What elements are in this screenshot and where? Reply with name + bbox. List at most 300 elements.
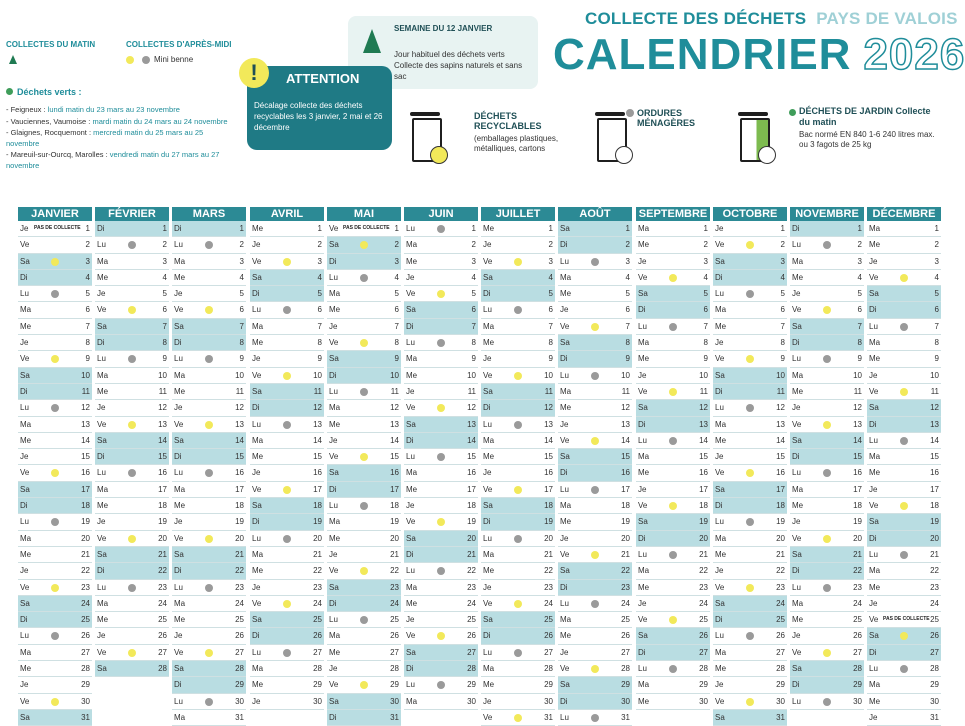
weekday-label: Ma [20, 305, 32, 315]
day-row [481, 514, 555, 530]
day-row [481, 580, 555, 596]
day-number: 23 [776, 582, 785, 592]
ordures-dot [669, 437, 677, 445]
day-row [558, 498, 632, 514]
day-number: 7 [239, 321, 244, 331]
weekday-label: Di [329, 712, 337, 722]
day-row [636, 596, 710, 612]
weekday-label: Me [406, 370, 418, 380]
weekday-label: Ma [483, 435, 495, 445]
day-row [636, 270, 710, 286]
day-row [327, 694, 401, 710]
weekday-label: Sa [97, 435, 107, 445]
legend-matin-label: COLLECTES DU MATIN [6, 40, 96, 49]
day-number: 2 [85, 240, 90, 250]
weekday-label: Di [483, 289, 491, 299]
day-row [18, 384, 92, 400]
day-row [558, 514, 632, 530]
weekday-label: Me [20, 664, 32, 674]
day-row [404, 449, 478, 465]
ordures-dot [360, 274, 368, 282]
day-number: 13 [467, 419, 476, 429]
day-row [636, 465, 710, 481]
day-number: 25 [544, 615, 553, 625]
day-row [18, 563, 92, 579]
day-row [481, 302, 555, 318]
recyclables-dot [746, 241, 754, 249]
weekday-label: Di [560, 582, 568, 592]
day-row [867, 612, 941, 628]
weekday-label: Ma [560, 615, 572, 625]
day-number: 7 [625, 321, 630, 331]
weekday-label: Di [20, 615, 28, 625]
weekday-label: Ma [329, 403, 341, 413]
day-row [327, 433, 401, 449]
day-row [481, 449, 555, 465]
weekday-label: Je [406, 615, 415, 625]
day-row [95, 628, 169, 644]
weekday-label: Ve [20, 696, 30, 706]
weekday-label: Sa [252, 501, 262, 511]
day-row [327, 677, 401, 693]
weekday-label: Me [869, 240, 881, 250]
weekday-label: Ma [97, 256, 109, 266]
day-row [250, 384, 324, 400]
weekday-label: Ve [329, 224, 339, 233]
weekday-label: Ma [792, 370, 804, 380]
day-row [713, 221, 787, 237]
recyclables-dot [823, 535, 831, 543]
month-header: NOVEMBRE [790, 207, 864, 221]
day-row [327, 465, 401, 481]
day-row [18, 302, 92, 318]
day-row [95, 319, 169, 335]
day-row [95, 302, 169, 318]
weekday-label: Ma [174, 712, 186, 722]
day-row [558, 694, 632, 710]
day-number: 22 [621, 566, 630, 576]
weekday-label: Ve [20, 354, 30, 364]
day-row [636, 514, 710, 530]
weekday-label: Ve [252, 370, 262, 380]
ordures-dot [205, 698, 213, 706]
day-number: 24 [313, 598, 322, 608]
recyclables-dot [51, 258, 59, 266]
ordures-dot [900, 437, 908, 445]
day-number: 27 [930, 647, 939, 657]
day-row [250, 351, 324, 367]
day-number: 21 [81, 549, 90, 559]
weekday-label: Sa [560, 224, 570, 233]
weekday-label: Di [406, 321, 414, 331]
day-row [867, 270, 941, 286]
day-row [713, 677, 787, 693]
recyclables-dot [514, 258, 522, 266]
weekday-label: Ve [97, 533, 107, 543]
weekday-label: Ve [97, 305, 107, 315]
recyclables-dot [900, 274, 908, 282]
day-row [327, 710, 401, 726]
day-number: 3 [317, 256, 322, 266]
month-header: JUILLET [481, 207, 555, 221]
day-row [172, 433, 246, 449]
day-row [18, 449, 92, 465]
weekday-label: Me [638, 468, 650, 478]
day-number: 23 [544, 582, 553, 592]
green-dot-icon [6, 88, 13, 95]
weekday-label: Me [792, 615, 804, 625]
day-row [790, 335, 864, 351]
ordures-dot [205, 355, 213, 363]
day-number: 21 [699, 549, 708, 559]
weekday-label: Ma [715, 533, 727, 543]
weekday-label: Ve [869, 386, 879, 396]
weekday-label: Ve [483, 256, 493, 266]
weekday-label: Lu [20, 517, 29, 527]
day-number: 9 [934, 354, 939, 364]
day-row [18, 270, 92, 286]
recyclables-dot [51, 698, 59, 706]
day-number: 1 [471, 224, 476, 233]
day-row [404, 514, 478, 530]
month-header: MAI [327, 207, 401, 221]
day-number: 19 [853, 517, 862, 527]
weekday-label: Je [20, 452, 29, 462]
weekday-label: Di [638, 533, 646, 543]
day-row [636, 498, 710, 514]
ordures-dot [360, 616, 368, 624]
day-number: 20 [544, 533, 553, 543]
day-number: 1 [85, 224, 90, 233]
day-row [250, 254, 324, 270]
day-number: 5 [85, 289, 90, 299]
month-header: OCTOBRE [713, 207, 787, 221]
day-row [867, 417, 941, 433]
region-name: PAYS DE VALOIS [816, 9, 958, 28]
day-number: 8 [162, 338, 167, 348]
ordures-dot [514, 535, 522, 543]
day-number: 15 [621, 452, 630, 462]
day-row [713, 335, 787, 351]
day-number: 18 [930, 501, 939, 511]
recyclables-dot [128, 421, 136, 429]
day-number: 8 [703, 338, 708, 348]
day-number: 16 [81, 468, 90, 478]
weekday-label: Lu [20, 631, 29, 641]
list-item: - Glaignes, Rocquemont : mercredi matin du 25 mars au 25 novembre [6, 128, 204, 148]
day-row [636, 694, 710, 710]
day-number: 21 [930, 549, 939, 559]
day-row [713, 368, 787, 384]
weekday-label: Ma [406, 696, 418, 706]
day-number: 6 [85, 305, 90, 315]
day-number: 29 [235, 680, 244, 690]
day-number: 27 [390, 647, 399, 657]
day-row [18, 335, 92, 351]
day-number: 23 [930, 582, 939, 592]
recyclables-dot [746, 698, 754, 706]
day-number: 21 [776, 549, 785, 559]
day-row [867, 254, 941, 270]
recyclables-dot [591, 665, 599, 673]
yellow-lid-icon [430, 146, 448, 164]
day-number: 29 [467, 680, 476, 690]
weekday-label: Lu [483, 305, 492, 315]
day-number: 28 [467, 664, 476, 674]
ordures-dot [437, 339, 445, 347]
weekday-label: Me [20, 321, 32, 331]
day-number: 20 [467, 533, 476, 543]
day-number: 11 [853, 386, 862, 396]
weekday-label: Di [715, 272, 723, 282]
day-row [250, 677, 324, 693]
day-row [172, 286, 246, 302]
day-row [790, 384, 864, 400]
day-row [867, 351, 941, 367]
weekday-label: Sa [329, 240, 339, 250]
day-row [867, 531, 941, 547]
recyclables-dot [360, 681, 368, 689]
day-number: 28 [313, 664, 322, 674]
day-number: 5 [239, 289, 244, 299]
day-number: 30 [930, 696, 939, 706]
day-number: 4 [317, 272, 322, 282]
weekday-label: Lu [560, 370, 569, 380]
day-number: 9 [780, 354, 785, 364]
day-row [250, 368, 324, 384]
weekday-label: Ma [715, 419, 727, 429]
weekday-label: Sa [869, 517, 879, 527]
day-row [172, 302, 246, 318]
day-number: 17 [235, 484, 244, 494]
weekday-label: Sa [20, 256, 30, 266]
weekday-label: Ma [792, 256, 804, 266]
weekday-label: Di [406, 435, 414, 445]
weekday-label: Di [97, 224, 105, 233]
day-row [867, 645, 941, 661]
day-number: 8 [625, 338, 630, 348]
day-row [558, 302, 632, 318]
list-item: - Feigneux : lundi matin du 23 mars au 23 novembre [6, 105, 180, 114]
month-column [558, 207, 632, 726]
day-number: 27 [699, 647, 708, 657]
day-number: 27 [776, 647, 785, 657]
weekday-label: Lu [869, 664, 878, 674]
day-number: 27 [235, 647, 244, 657]
day-row [481, 563, 555, 579]
weekday-label: Ve [560, 321, 570, 331]
weekday-label: Ma [483, 664, 495, 674]
day-number: 23 [313, 582, 322, 592]
weekday-label: Sa [792, 664, 802, 674]
weekday-label: Me [483, 680, 495, 690]
day-row [481, 335, 555, 351]
day-row [404, 417, 478, 433]
day-number: 19 [235, 517, 244, 527]
month-header: AVRIL [250, 207, 324, 221]
weekday-label: Sa [869, 631, 879, 641]
day-number: 15 [699, 452, 708, 462]
weekday-label: Lu [97, 468, 106, 478]
day-row [713, 645, 787, 661]
day-number: 28 [621, 664, 630, 674]
day-number: 30 [621, 696, 630, 706]
day-number: 5 [162, 289, 167, 299]
weekday-label: Ve [329, 566, 339, 576]
day-row [790, 596, 864, 612]
day-number: 13 [235, 419, 244, 429]
day-row [713, 319, 787, 335]
recyclables-dot [823, 421, 831, 429]
day-row [713, 628, 787, 644]
day-number: 22 [776, 566, 785, 576]
weekday-label: Lu [792, 696, 801, 706]
ordures-dot [205, 469, 213, 477]
no-collection-note: PAS DE COLLECTE [883, 616, 930, 623]
day-number: 26 [621, 631, 630, 641]
attention-text: Décalage collecte des déchets recyclables les 3 janvier, 2 mai et 26 décembre [254, 101, 383, 132]
weekday-label: Je [252, 354, 261, 364]
day-row [250, 221, 324, 237]
day-number: 1 [625, 224, 630, 233]
weekday-label: Sa [715, 484, 725, 494]
day-row [636, 531, 710, 547]
day-row [481, 270, 555, 286]
day-number: 11 [621, 386, 630, 396]
day-row [172, 465, 246, 481]
day-row [790, 563, 864, 579]
day-number: 15 [776, 452, 785, 462]
recyclables-dot [205, 306, 213, 314]
weekday-label: Di [715, 386, 723, 396]
month-header: AOÛT [558, 207, 632, 221]
day-number: 17 [776, 484, 785, 494]
weekday-label: Me [97, 615, 109, 625]
day-row [636, 612, 710, 628]
weekday-label: Je [560, 419, 569, 429]
day-number: 14 [621, 435, 630, 445]
day-number: 29 [853, 680, 862, 690]
day-number: 21 [158, 549, 167, 559]
weekday-label: Ma [97, 484, 109, 494]
weekday-label: Ma [20, 533, 32, 543]
day-row [867, 335, 941, 351]
day-number: 8 [394, 338, 399, 348]
weekday-label: Je [483, 354, 492, 364]
day-row [558, 465, 632, 481]
weekday-label: Ve [252, 598, 262, 608]
day-number: 4 [239, 272, 244, 282]
day-number: 7 [317, 321, 322, 331]
day-row [481, 661, 555, 677]
no-collection-note: PAS DE COLLECTE [343, 225, 390, 231]
weekday-label: Je [329, 549, 338, 559]
day-row [481, 286, 555, 302]
weekday-label: Di [869, 419, 877, 429]
day-number: 29 [930, 680, 939, 690]
day-row [404, 270, 478, 286]
day-number: 16 [158, 468, 167, 478]
day-number: 22 [544, 566, 553, 576]
weekday-label: Me [792, 501, 804, 511]
weekday-label: Lu [483, 647, 492, 657]
day-number: 9 [548, 354, 553, 364]
weekday-label: Me [329, 533, 341, 543]
day-row [95, 482, 169, 498]
day-number: 19 [390, 517, 399, 527]
weekday-label: Di [252, 289, 260, 299]
day-row [404, 433, 478, 449]
weekday-label: Me [483, 566, 495, 576]
day-number: 7 [934, 321, 939, 331]
day-number: 26 [467, 631, 476, 641]
day-number: 31 [544, 712, 553, 722]
legend-apres-midi-label: COLLECTES D'APRÈS-MIDI [126, 40, 232, 49]
day-row [790, 498, 864, 514]
title-line: COLLECTE DES DÉCHETS PAYS DE VALOIS [585, 9, 958, 28]
day-row [18, 612, 92, 628]
month-column [867, 207, 941, 726]
day-number: 14 [699, 435, 708, 445]
day-number: 8 [317, 338, 322, 348]
day-number: 13 [853, 419, 862, 429]
weekday-label: Sa [252, 386, 262, 396]
weekday-label: Je [20, 338, 29, 348]
day-number: 24 [930, 598, 939, 608]
day-row [713, 563, 787, 579]
day-row [867, 514, 941, 530]
day-number: 25 [699, 615, 708, 625]
day-number: 25 [853, 615, 862, 625]
recyclables-dot [283, 600, 291, 608]
weekday-label: Ma [483, 549, 495, 559]
weekday-label: Ma [252, 549, 264, 559]
day-number: 3 [394, 256, 399, 266]
day-number: 21 [467, 549, 476, 559]
day-number: 10 [853, 370, 862, 380]
weekday-label: Me [560, 631, 572, 641]
day-number: 31 [776, 712, 785, 722]
day-row [558, 449, 632, 465]
day-row [713, 286, 787, 302]
year: 2026 [863, 30, 965, 79]
green-dot-icon [789, 109, 796, 116]
day-number: 23 [158, 582, 167, 592]
day-row [867, 596, 941, 612]
day-number: 24 [81, 598, 90, 608]
weekday-label: Ma [792, 598, 804, 608]
day-number: 17 [390, 484, 399, 494]
ordures-dot [437, 681, 445, 689]
day-row [404, 596, 478, 612]
day-row [404, 645, 478, 661]
weekday-label: Di [329, 484, 337, 494]
day-number: 31 [235, 712, 244, 722]
ordures-dot [51, 518, 59, 526]
day-number: 29 [621, 680, 630, 690]
ordures-dot [900, 551, 908, 559]
weekday-label: Di [792, 452, 800, 462]
ordures-dot [437, 225, 445, 233]
day-number: 19 [544, 517, 553, 527]
day-row [95, 384, 169, 400]
weekday-label: Je [329, 664, 338, 674]
day-number: 15 [235, 452, 244, 462]
day-number: 27 [853, 647, 862, 657]
grey-lid-icon [615, 146, 633, 164]
day-row [713, 661, 787, 677]
ordures-dot [437, 567, 445, 575]
